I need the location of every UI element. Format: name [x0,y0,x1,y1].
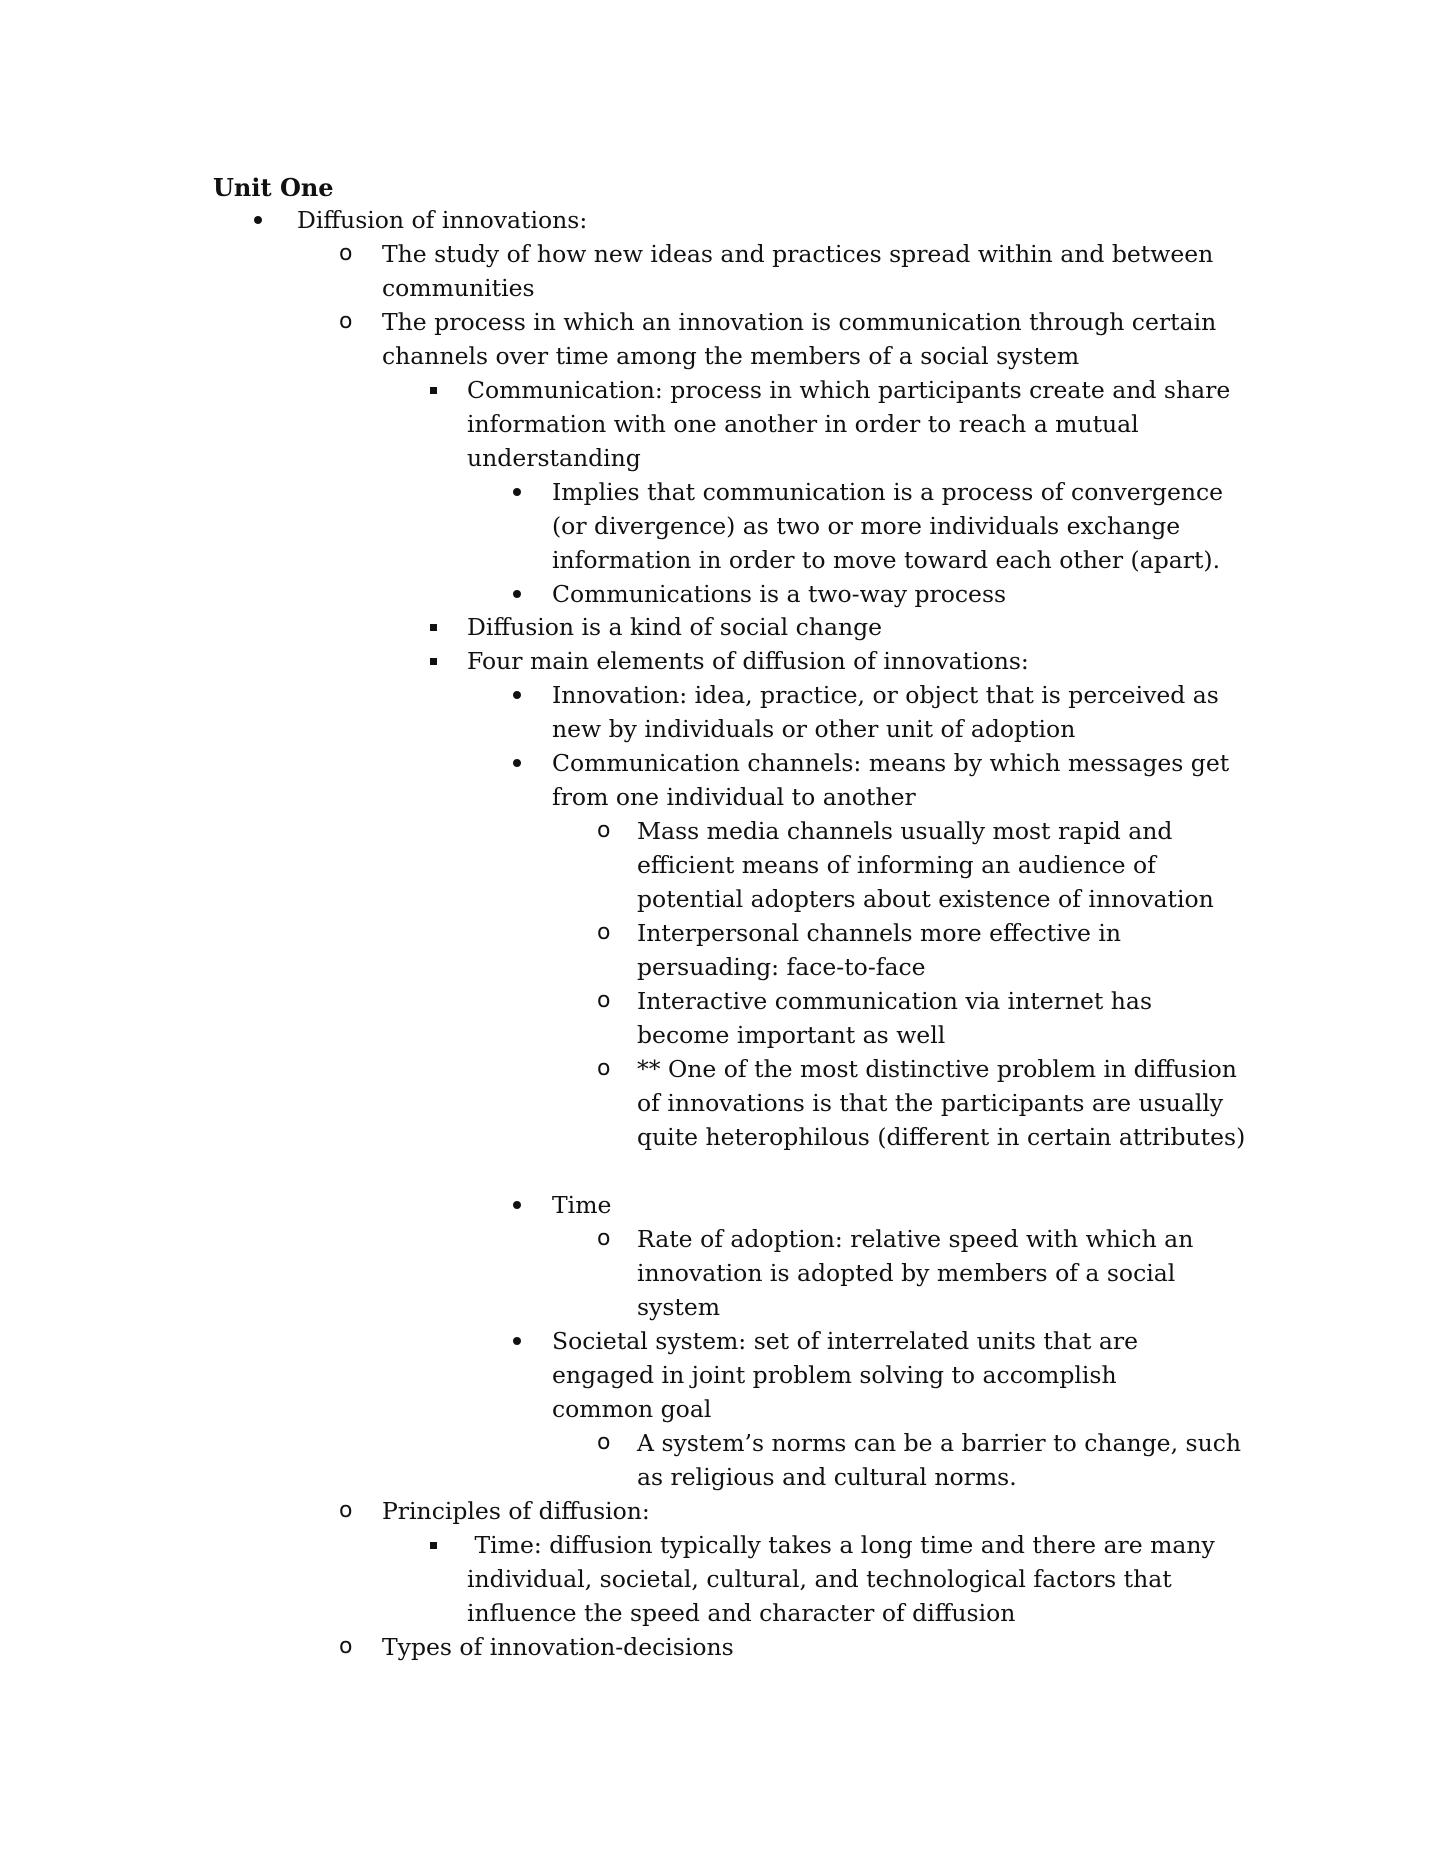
list-item: Societal system: set of interrelated units that are engaged in joint problem solving to accomplish common goal [552,1327,1146,1423]
list-item: Rate of adoption: relative speed with which an innovation is adopted by members of a social system [637,1225,1201,1321]
list-item: Diffusion is a kind of social change [467,613,883,641]
bullet-circle-icon: o [597,1056,611,1081]
bullet-dot-icon [513,759,521,767]
bullet-circle-icon: o [339,1634,353,1659]
bullet-dot-icon [513,691,521,699]
bullet-dot-icon [513,590,521,598]
bullet-circle-icon: o [597,1430,611,1455]
page-title: Unit One [213,173,334,202]
bullet-circle-icon: o [339,1498,353,1523]
bullet-circle-icon: o [597,818,611,843]
bullet-circle-icon: o [339,241,353,266]
list-item: Implies that communication is a process of convergence (or divergence) as two or more individuals exchange information in order to move toward each other (apart). [552,478,1231,574]
list-item: Time: diffusion typically takes a long time and there are many individual, societal, cultural, and technological factors that influence the speed and character of diffusion [467,1531,1223,1627]
list-item: The process in which an innovation is communication through certain channels over time among the members of a social system [382,308,1224,370]
list-item: Interpersonal channels more effective in persuading: face-to-face [637,919,1129,981]
bullet-square-icon [430,387,437,394]
list-item: The study of how new ideas and practices spread within and between communities [382,240,1221,302]
list-item: Communication: process in which participants create and share information with one another in order to reach a mutual understanding [467,376,1238,472]
bullet-square-icon [430,658,437,665]
list-item: Interactive communication via internet has become important as well [637,987,1160,1049]
list-item: Four main elements of diffusion of innovations: [467,647,1029,675]
bullet-circle-icon: o [597,988,611,1013]
bullet-square-icon [430,624,437,631]
list-item: Mass media channels usually most rapid and efficient means of informing an audience of potential adopters about existence of innovation [637,817,1214,913]
list-item: Innovation: idea, practice, or object that is perceived as new by individuals or other unit of adoption [552,681,1227,743]
bullet-dot-icon [254,216,262,224]
list-item: A system’s norms can be a barrier to change, such as religious and cultural norms. [637,1429,1249,1491]
bullet-circle-icon: o [597,920,611,945]
list-item: Time [552,1191,612,1219]
bullet-circle-icon: o [597,1226,611,1251]
bullet-circle-icon: o [339,309,353,334]
list-item: Principles of diffusion: [382,1497,650,1525]
bullet-dot-icon [513,1201,521,1209]
list-item: Communication channels: means by which messages get from one individual to another [552,749,1237,811]
bullet-dot-icon [513,1337,521,1345]
list-item: ** One of the most distinctive problem in diffusion of innovations is that the participants are usually quite heterophilous (different in certain attributes) [637,1055,1246,1151]
bullet-square-icon [430,1542,437,1549]
list-item: Diffusion of innovations: [297,206,588,234]
bullet-dot-icon [513,488,521,496]
list-item: Communications is a two-way process [552,580,1007,608]
list-item: Types of innovation-decisions [382,1633,734,1661]
